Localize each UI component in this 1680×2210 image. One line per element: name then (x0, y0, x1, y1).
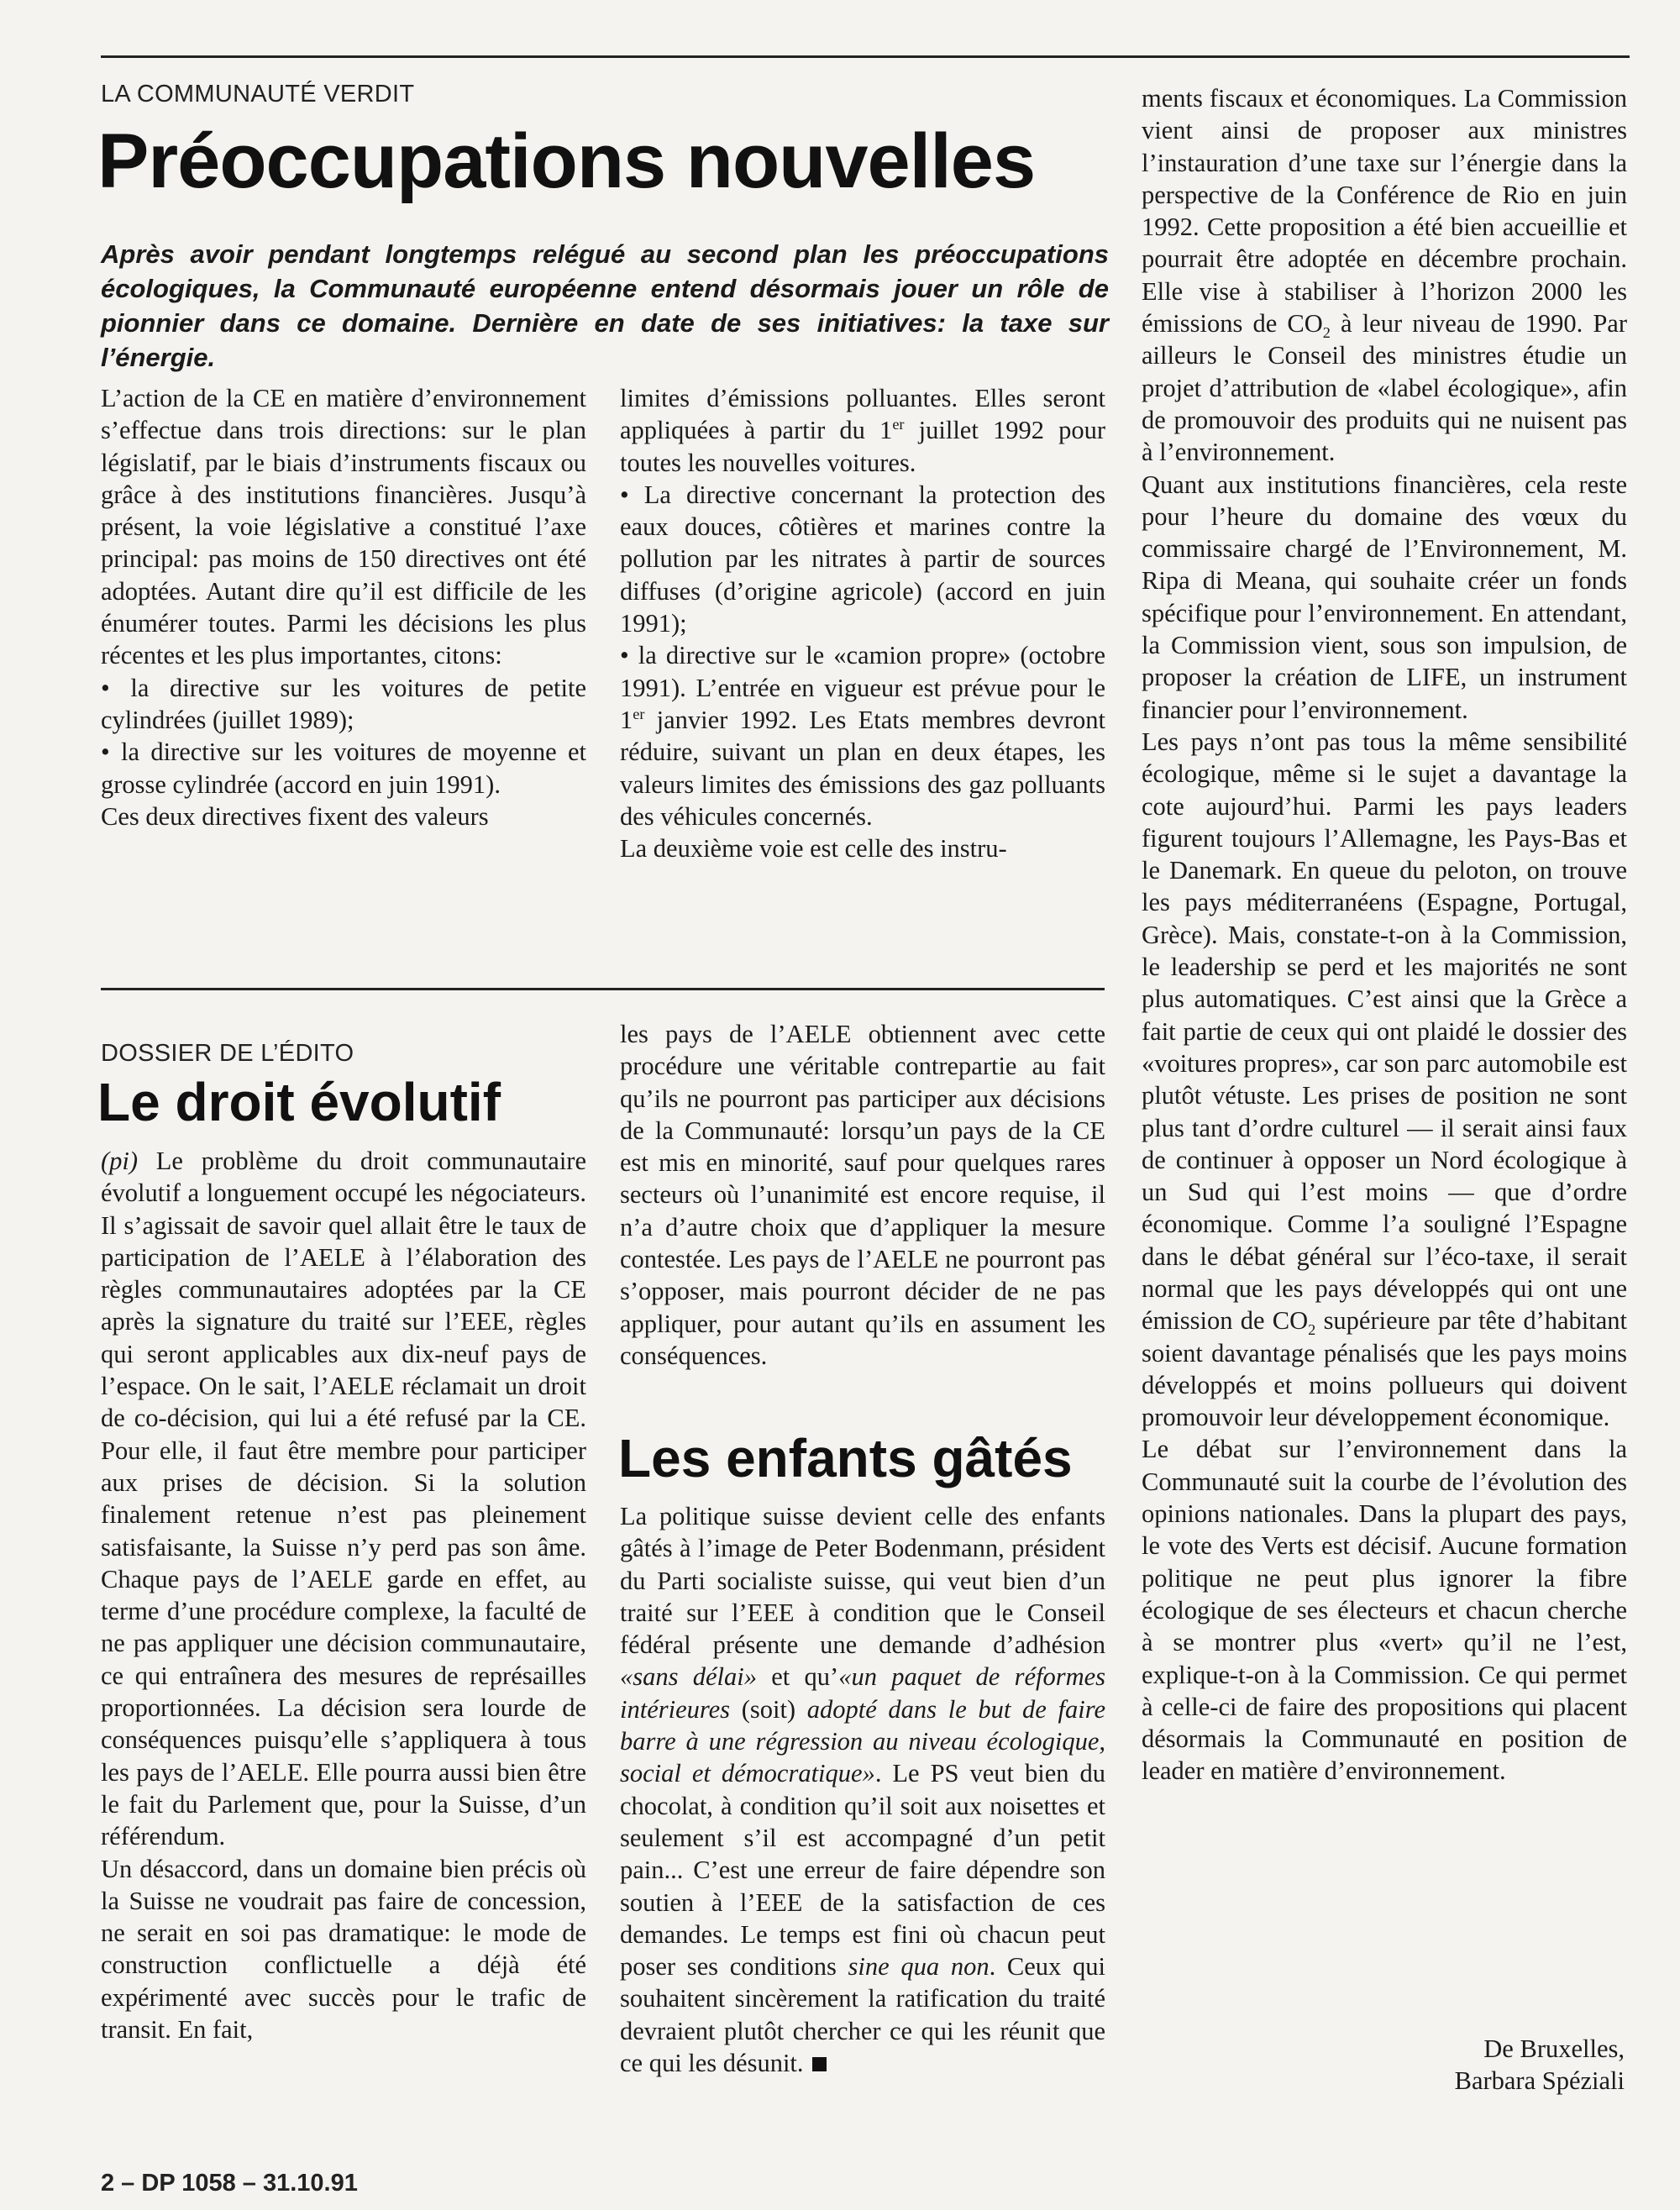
paragraph: Un désaccord, dans un domaine bien précis où la Suisse ne voudrait pas faire de concession, ne serait en soi pas dramatique: le mode de construction conflictuelle a déjà été expérimenté avec succès pour le trafic de transit. En fait, (101, 1854, 586, 2045)
paragraph: limites d’émissions polluantes. Elles seront appliquées à partir du 1er juillet 1992 pour toutes les nouvelles voitures. (620, 384, 1105, 477)
paragraph: Les pays n’ont pas tous la même sensibilité écologique, même si le sujet a davantage la cote aujourd’hui. Parmi les pays leaders figurent toujours l’Allemagne, les Pays-Bas et le Danemark. En queue du peloton, on trouve les pays méditerranéens (Espagne, Portugal, Grèce). Mais, constate-t-on à la Commission, le leadership se perd et les majorités ne sont plus automatiques. C’est ainsi que la Grèce a fait partie de ceux qui ont plaidé le dossier des «voitures propres», car son parc automobile est plutôt vétuste. Les prises de position ne sont plus tant d’ordre culturel — il serait ainsi faux de continuer à opposer un Nord écologique à un Sud qui l’est moins — que d’ordre économique. Comme l’a souligné l’Espagne dans le débat général sur l’éco-taxe, il serait normal que les pays développés qui ont une émission de $CO_2$ supérieure par tête d’habitant soient davantage pénalisés que les pays moins développés et moins pollueurs qui doivent promouvoir leur développement économique. (1142, 727, 1628, 1432)
bullet-item: • La directive concernant la protection des eaux douces, côtières et marines contre la pollution par les nitrates à partir de sources diffuses (d’origine agricole) (accord en juin 1991); (620, 480, 1105, 638)
paragraph: Le débat sur l’environnement dans la Communauté suit la courbe de l’évolution des opinions nationales. Dans la plupart des pays, le vote des Verts est décisif. Aucune formation politique ne peut plus ignorer la fibre écologique de ses électeurs et chacun cherche à se montrer plus «vert» qu’il ne l’est, explique-t-on à la Commission. Ce qui permet à celle-ci de faire des propositions qui placent désormais la Communauté en position de leader en matière d’environnement. (1142, 1435, 1627, 1786)
article1-kicker: LA COMMUNAUTÉ VERDIT (101, 81, 415, 108)
paragraph: La deuxième voie est celle des instru- (620, 834, 1007, 864)
article2-kicker: DOSSIER DE L’ÉDITO (101, 1040, 354, 1067)
bullet-item: • la directive sur les voitures de petite cylindrées (juillet 1989); (101, 673, 586, 734)
page-footer: 2 – DP 1058 – 31.10.91 (101, 2170, 358, 2197)
signature (1310, 2033, 1625, 2097)
signature-line: De Bruxelles, (1483, 2034, 1625, 2063)
paragraph: L’action de la CE en matière d’environnement s’effectue dans trois directions: sur le plan législatif, par le biais d’instruments fiscaux ou grâce à des institutions financières. Jusqu’à présent, la voie législative a constitué l’axe principal: pas moins de 150 directives ont été adoptées. Autant dire qu’il est difficile de les énumérer toutes. Parmi les décisions les plus récentes et les plus importantes, citons: (101, 384, 586, 670)
paragraph: Quant aux institutions financières, cela reste pour l’heure du domaine des vœux du commissaire chargé de l’Environnement, M. Ripa di Meana, qui souhaite créer un fonds spécifique pour l’environnement. En attendant, la Commission vient, sous son impulsion, de proposer la création de LIFE, un instrument financier pour l’environnement. (1142, 470, 1627, 724)
article1-lead: Après avoir pendant longtemps relégué au second plan les préoccupations écologiques, la Communauté européenne entend désormais jouer un rôle de pionnier dans ce domaine. Dernière en date de ses initiatives: la taxe sur l’énergie. (101, 239, 1109, 372)
article1-column-3 (1142, 82, 1627, 1787)
signature-author: Barbara Spéziali (1454, 2066, 1625, 2095)
top-rule (101, 55, 1630, 58)
end-square-icon (812, 2057, 827, 2071)
bullet-item: • la directive sur le «camion propre» (octobre 1991). L’entrée en vigueur est prévue pour le 1er janvier 1992. Les Etats membres devront réduire, suivant un plan en deux étapes, les valeurs limites des émissions des gaz polluants des véhicules concernés. (620, 641, 1105, 831)
article2-column-1 (101, 1145, 586, 2045)
article3-headline: Les enfants gâtés (618, 1428, 1073, 1488)
paragraph: les pays de l’AELE obtiennent avec cette procédure une véritable contrepartie au fait qu’ils ne pourront pas participer aux décisions de la Communauté: lorsqu’un pays de la CE est mis en minorité, sauf pour quelques rares secteurs où l’unanimité est encore requise, il n’a d’autre choix que d’appliquer la mesure contestée. Les pays de l’AELE ne pourront pas s’opposer, mais pourront décider de ne pas appliquer, pour autant qu’ils en assument les conséquences. (620, 1020, 1105, 1370)
paragraph: ments fiscaux et économiques. La Commission vient ainsi de proposer aux ministres l’instauration d’une taxe sur l’énergie dans la perspective de la Conférence de Rio en juin 1992. Cette proposition a été bien accueillie et pourrait être adoptée en décembre prochain. Elle vise à stabiliser à l’horizon 2000 les émissions de $CO_2$ à leur niveau de 1990. Par ailleurs le Conseil des ministres étudie un projet d’attribution de «label écologique», afin de promouvoir des produits qui ne nuisent pas à l’environnement. (1142, 84, 1627, 467)
article2-headline: Le droit évolutif (97, 1072, 501, 1132)
article1-column-2 (620, 382, 1105, 864)
article1-headline: Préoccupations nouvelles (97, 118, 1036, 204)
paragraph: (pi) Le problème du droit communautaire évolutif a longuement occupé les négociateurs. Il s’agissait de savoir quel allait être le taux de participation de l’AELE à l’élaboration des règles communautaires adoptées par la CE après la signature du traité sur l’EEE, règles qui seront applicables aux dix-neuf pays de l’espace. On le sait, l’AELE réclamait un droit de co-décision, qui lui a été refusé par la CE. Pour elle, il faut être membre pour participer aux prises de décision. Si la solution finalement retenue n’est pas pleinement satisfaisante, la Suisse n’y perd pas son âme. Chaque pays de l’AELE garde en effet, au terme d’une procédure complexe, la faculté de ne pas appliquer une décision communautaire, ce qui entraînera des mesures de représailles proportionnées. La décision sera lourde de conséquences puisqu’elle s’appliquera à tous les pays de l’AELE. Elle pourra aussi bien être le fait du Parlement que, pour la Suisse, d’un référendum. (101, 1147, 586, 1851)
paragraph: Ces deux directives fixent des valeurs (101, 801, 489, 831)
article1-column-1 (101, 382, 586, 832)
bullet-item: • la directive sur les voitures de moyenne et grosse cylindrée (accord en juin 1991). (101, 738, 586, 799)
article2-column-2 (620, 1018, 1105, 1372)
article3-column (620, 1500, 1105, 2079)
section-rule (101, 988, 1105, 990)
paragraph: La politique suisse devient celle des enfants gâtés à l’image de Peter Bodenmann, président du Parti socialiste suisse, qui veut bien d’un traité sur l’EEE à condition que le Conseil fédéral présente une demande d’adhésion «sans délai» et qu’«un paquet de réformes intérieures (soit) adopté dans le but de faire barre à une régression au niveau écologique, social et démocratique». Le PS veut bien du chocolat, à condition qu’il soit aux noisettes et seulement s’il est accompagné d’un petit pain... C’est une erreur de faire dépendre son soutien à l’EEE de la satisfaction de ces demandes. Le temps est fini où chacun peut poser ses conditions sine qua non. Ceux qui souhaitent sincèrement la ratification du traité devraient plutôt chercher ce qui les réunit que ce qui les désunit. (620, 1502, 1106, 2078)
